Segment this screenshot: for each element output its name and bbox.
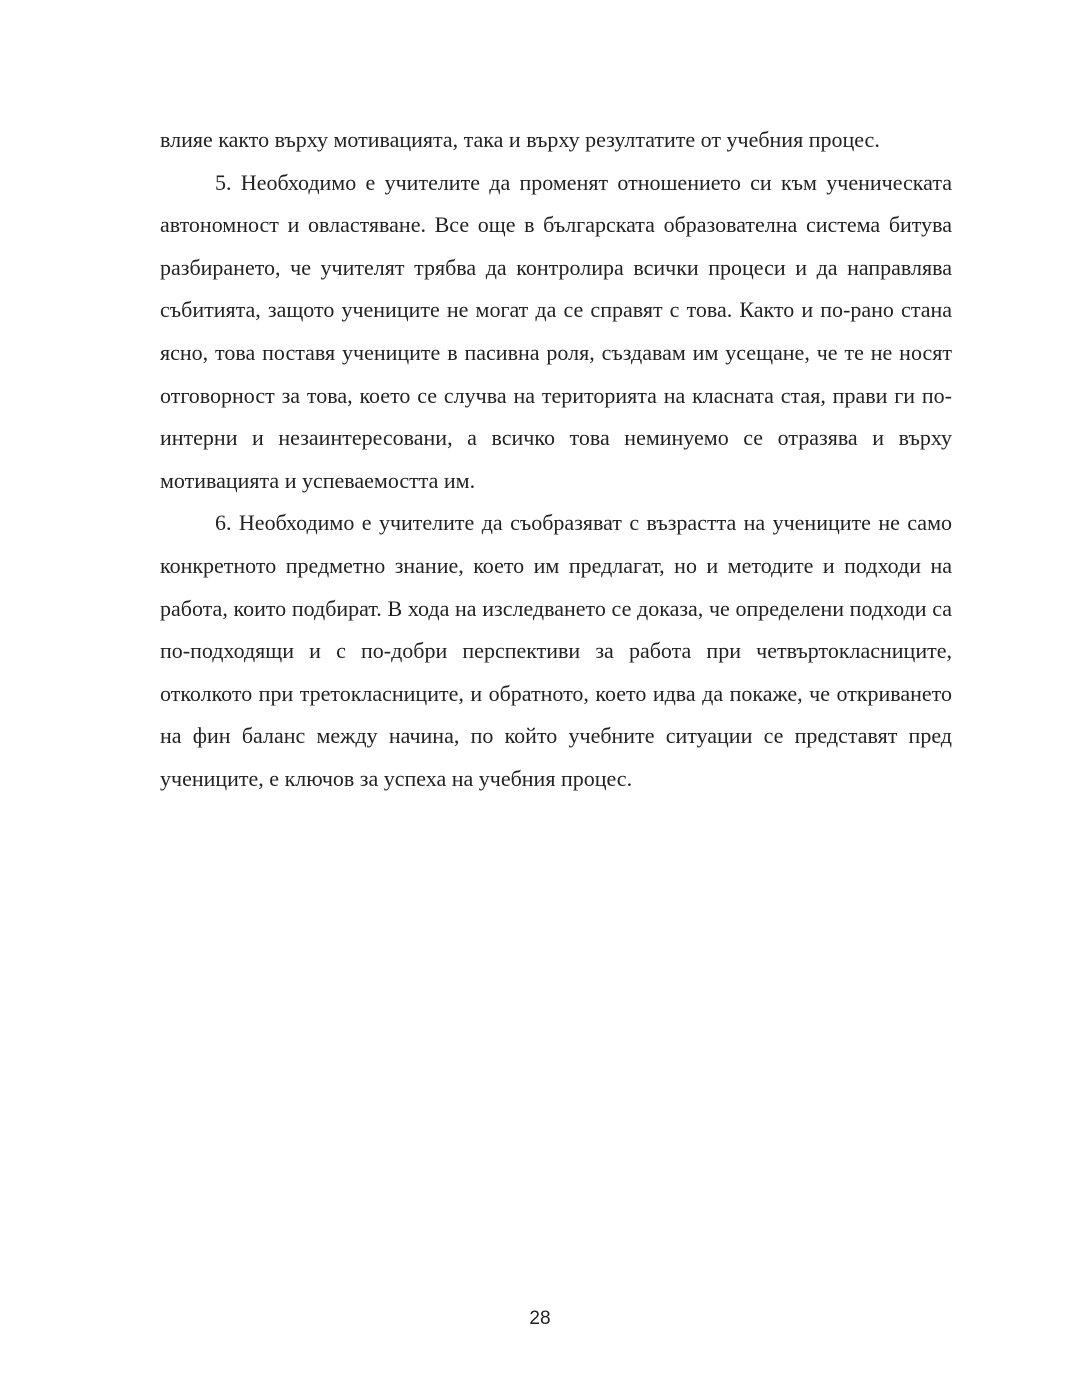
page-number: 28 [529, 1308, 551, 1329]
paragraph-point-5: 5. Необходимо е учителите да променят отношението си към ученическата автономност и овластяване. Все още в българската образователна система битува разбирането, че учителят трябва да контролира всички процеси и да направлява събитията, защото учениците не могат да се справят с това. Както и по-рано стана ясно, това поставя учениците в пасивна роля, създавам им усещане, че те не носят отговорност за това, което се случва на територията на класната стая, прави ги по-интерни и незаинтересовани, а всичко това неминуемо се отразява и върху мотивацията и успеваемостта им. [160, 169, 952, 493]
body-text [160, 119, 952, 801]
paragraph-point-6: 6. Необходимо е учителите да съобразяват с възрастта на учениците не само конкретното предметно знание, което им предлагат, но и методите и подходи на работа, които подбират. В хода на изследването се доказа, че определени подходи са по-подходящи и с по-добри перспективи за работа при четвъртокласниците, отколкото при третокласниците, и обратното, което идва да покаже, че откриването на фин баланс между начина, по който учебните ситуации се представят пред учениците, е ключов за успеха на учебния процес. [160, 510, 952, 791]
paragraph-continuation: влияе както върху мотивацията, така и върху резултатите от учебния процес. [160, 127, 880, 152]
